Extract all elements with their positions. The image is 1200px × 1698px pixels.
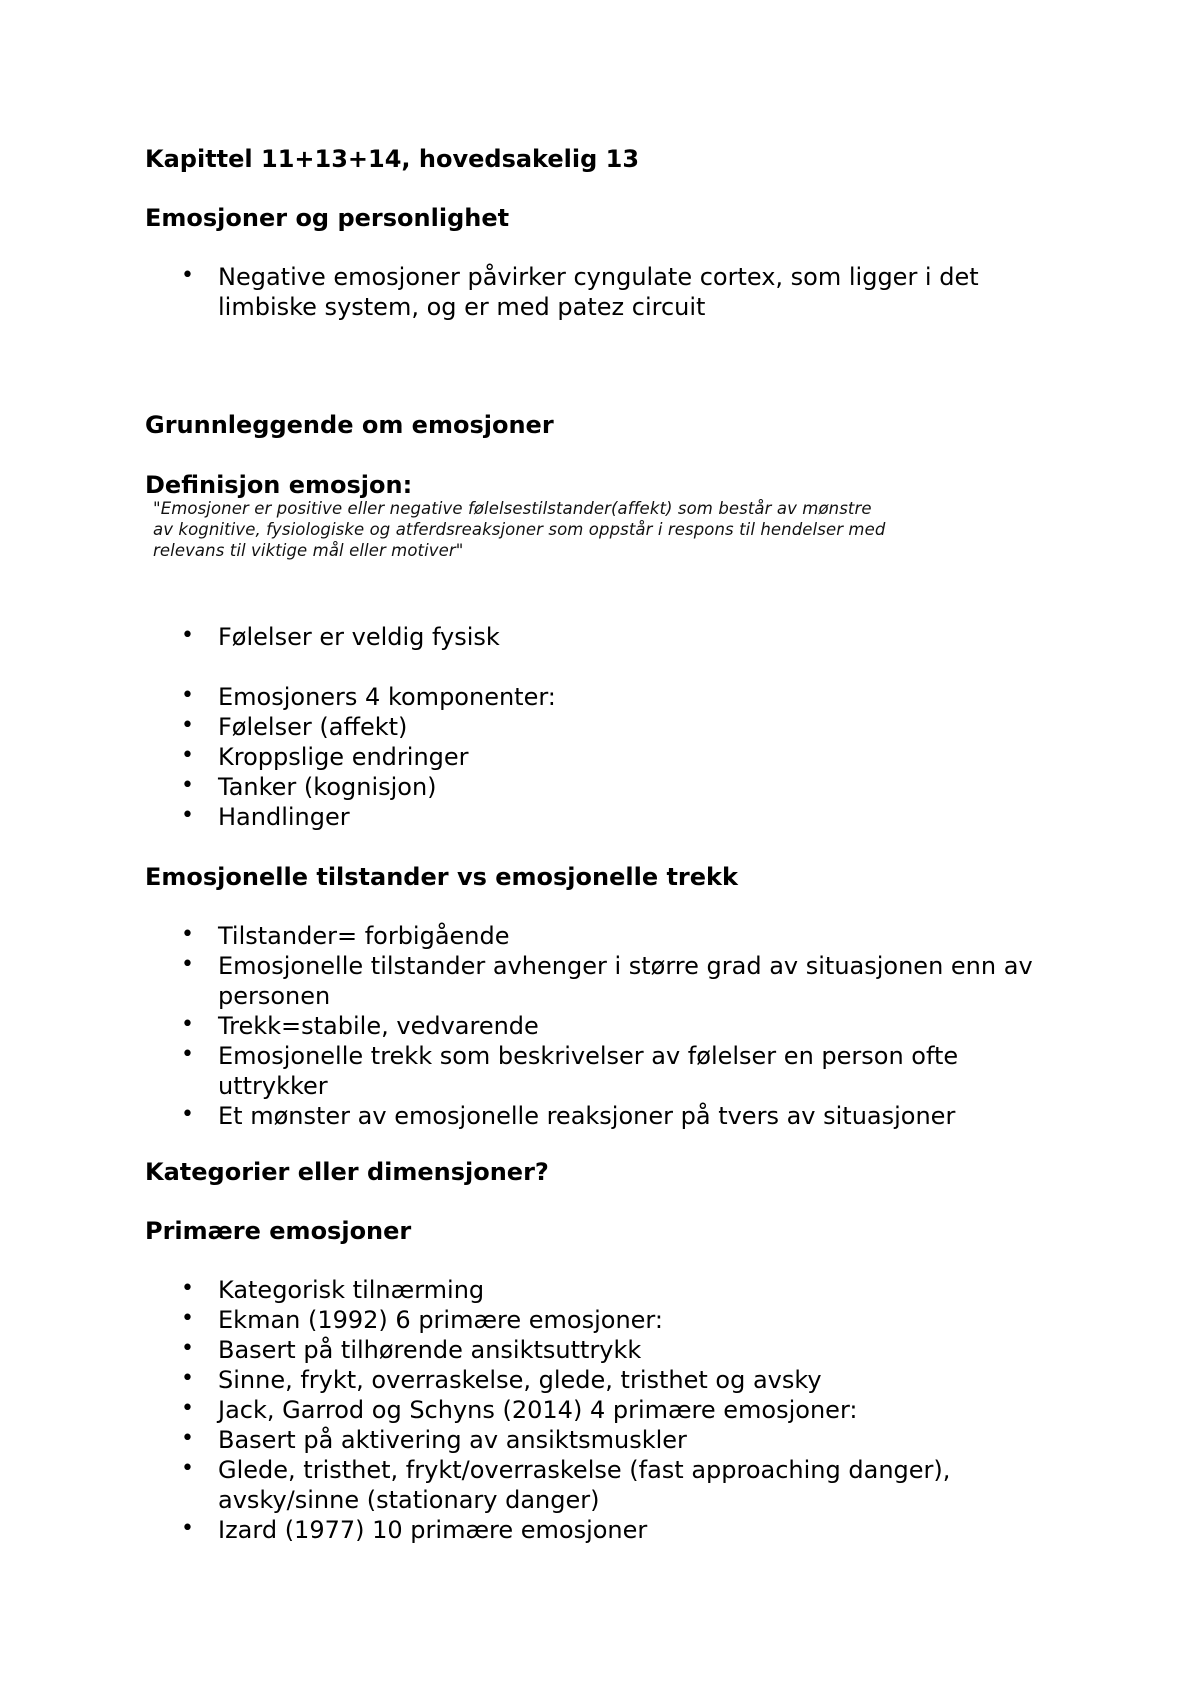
list-item: • Handlinger [145, 802, 1105, 832]
list-item: • Sinne, frykt, overraskelse, glede, tristhet og avsky [145, 1365, 995, 1395]
list-item: • Jack, Garrod og Schyns (2014) 4 primære emosjoner: [145, 1395, 995, 1425]
bullet-list-primaere [145, 1275, 995, 1545]
bullet-list-tilstander [145, 921, 1075, 1131]
list-item: • Følelser er veldig fysisk [145, 622, 1105, 652]
list-item: • Ekman (1992) 6 primære emosjoner: [145, 1305, 995, 1335]
bullet-list-komponenter [145, 682, 1105, 832]
list-item: • Tanker (kognisjon) [145, 772, 1105, 802]
bullet-list-personlighet [145, 262, 1005, 322]
heading-grunnleggende: Grunnleggende om emosjoner [145, 411, 554, 439]
heading-emosjoner-og-personlighet: Emosjoner og personlighet [145, 204, 510, 232]
heading-tilstander-vs-trekk: Emosjonelle tilstander vs emosjonelle trekk [145, 863, 738, 891]
list-item: • Basert på aktivering av ansiktsmuskler [145, 1425, 995, 1455]
list-item: • Følelser (affekt) [145, 712, 1105, 742]
heading-kategorier: Kategorier eller dimensjoner? [145, 1158, 549, 1186]
list-item: • Tilstander= forbigående [145, 921, 1075, 951]
document-title: Kapittel 11+13+14, hovedsakelig 13 [145, 145, 640, 173]
list-item: • Izard (1977) 10 primære emosjoner [145, 1515, 995, 1545]
list-item: • Trekk=stabile, vedvarende [145, 1011, 1075, 1041]
list-item: • Basert på tilhørende ansiktsuttrykk [145, 1335, 995, 1365]
list-item: • Emosjonelle tilstander avhenger i større grad av situasjonen enn av personen [145, 951, 1075, 1011]
list-item: • Et mønster av emosjonelle reaksjoner på tvers av situasjoner [145, 1101, 1075, 1131]
list-item: • Negative emosjoner påvirker cyngulate cortex, som ligger i det limbiske system, og er med patez circuit [145, 262, 1005, 322]
list-item: • Emosjoners 4 komponenter: [145, 682, 1105, 712]
list-item: • Kategorisk tilnærming [145, 1275, 995, 1305]
heading-definisjon: Definisjon emosjon: [145, 471, 413, 499]
list-item: • Kroppslige endringer [145, 742, 1105, 772]
definition-quote: "Emosjoner er positive eller negative følelsestilstander(affekt) som består av mønstre av kognitive, fysiologiske og atferdsreaksjoner som oppstår i respons til hendelser med relevans til viktige mål eller motiver" [153, 499, 886, 560]
list-item: • Glede, tristhet, frykt/overraskelse (fast approaching danger), avsky/sinne (stationary danger) [145, 1455, 995, 1515]
bullet-list-folelser [145, 622, 1105, 652]
list-item: • Emosjonelle trekk som beskrivelser av følelser en person ofte uttrykker [145, 1041, 1075, 1101]
heading-primaere-emosjoner: Primære emosjoner [145, 1217, 412, 1245]
